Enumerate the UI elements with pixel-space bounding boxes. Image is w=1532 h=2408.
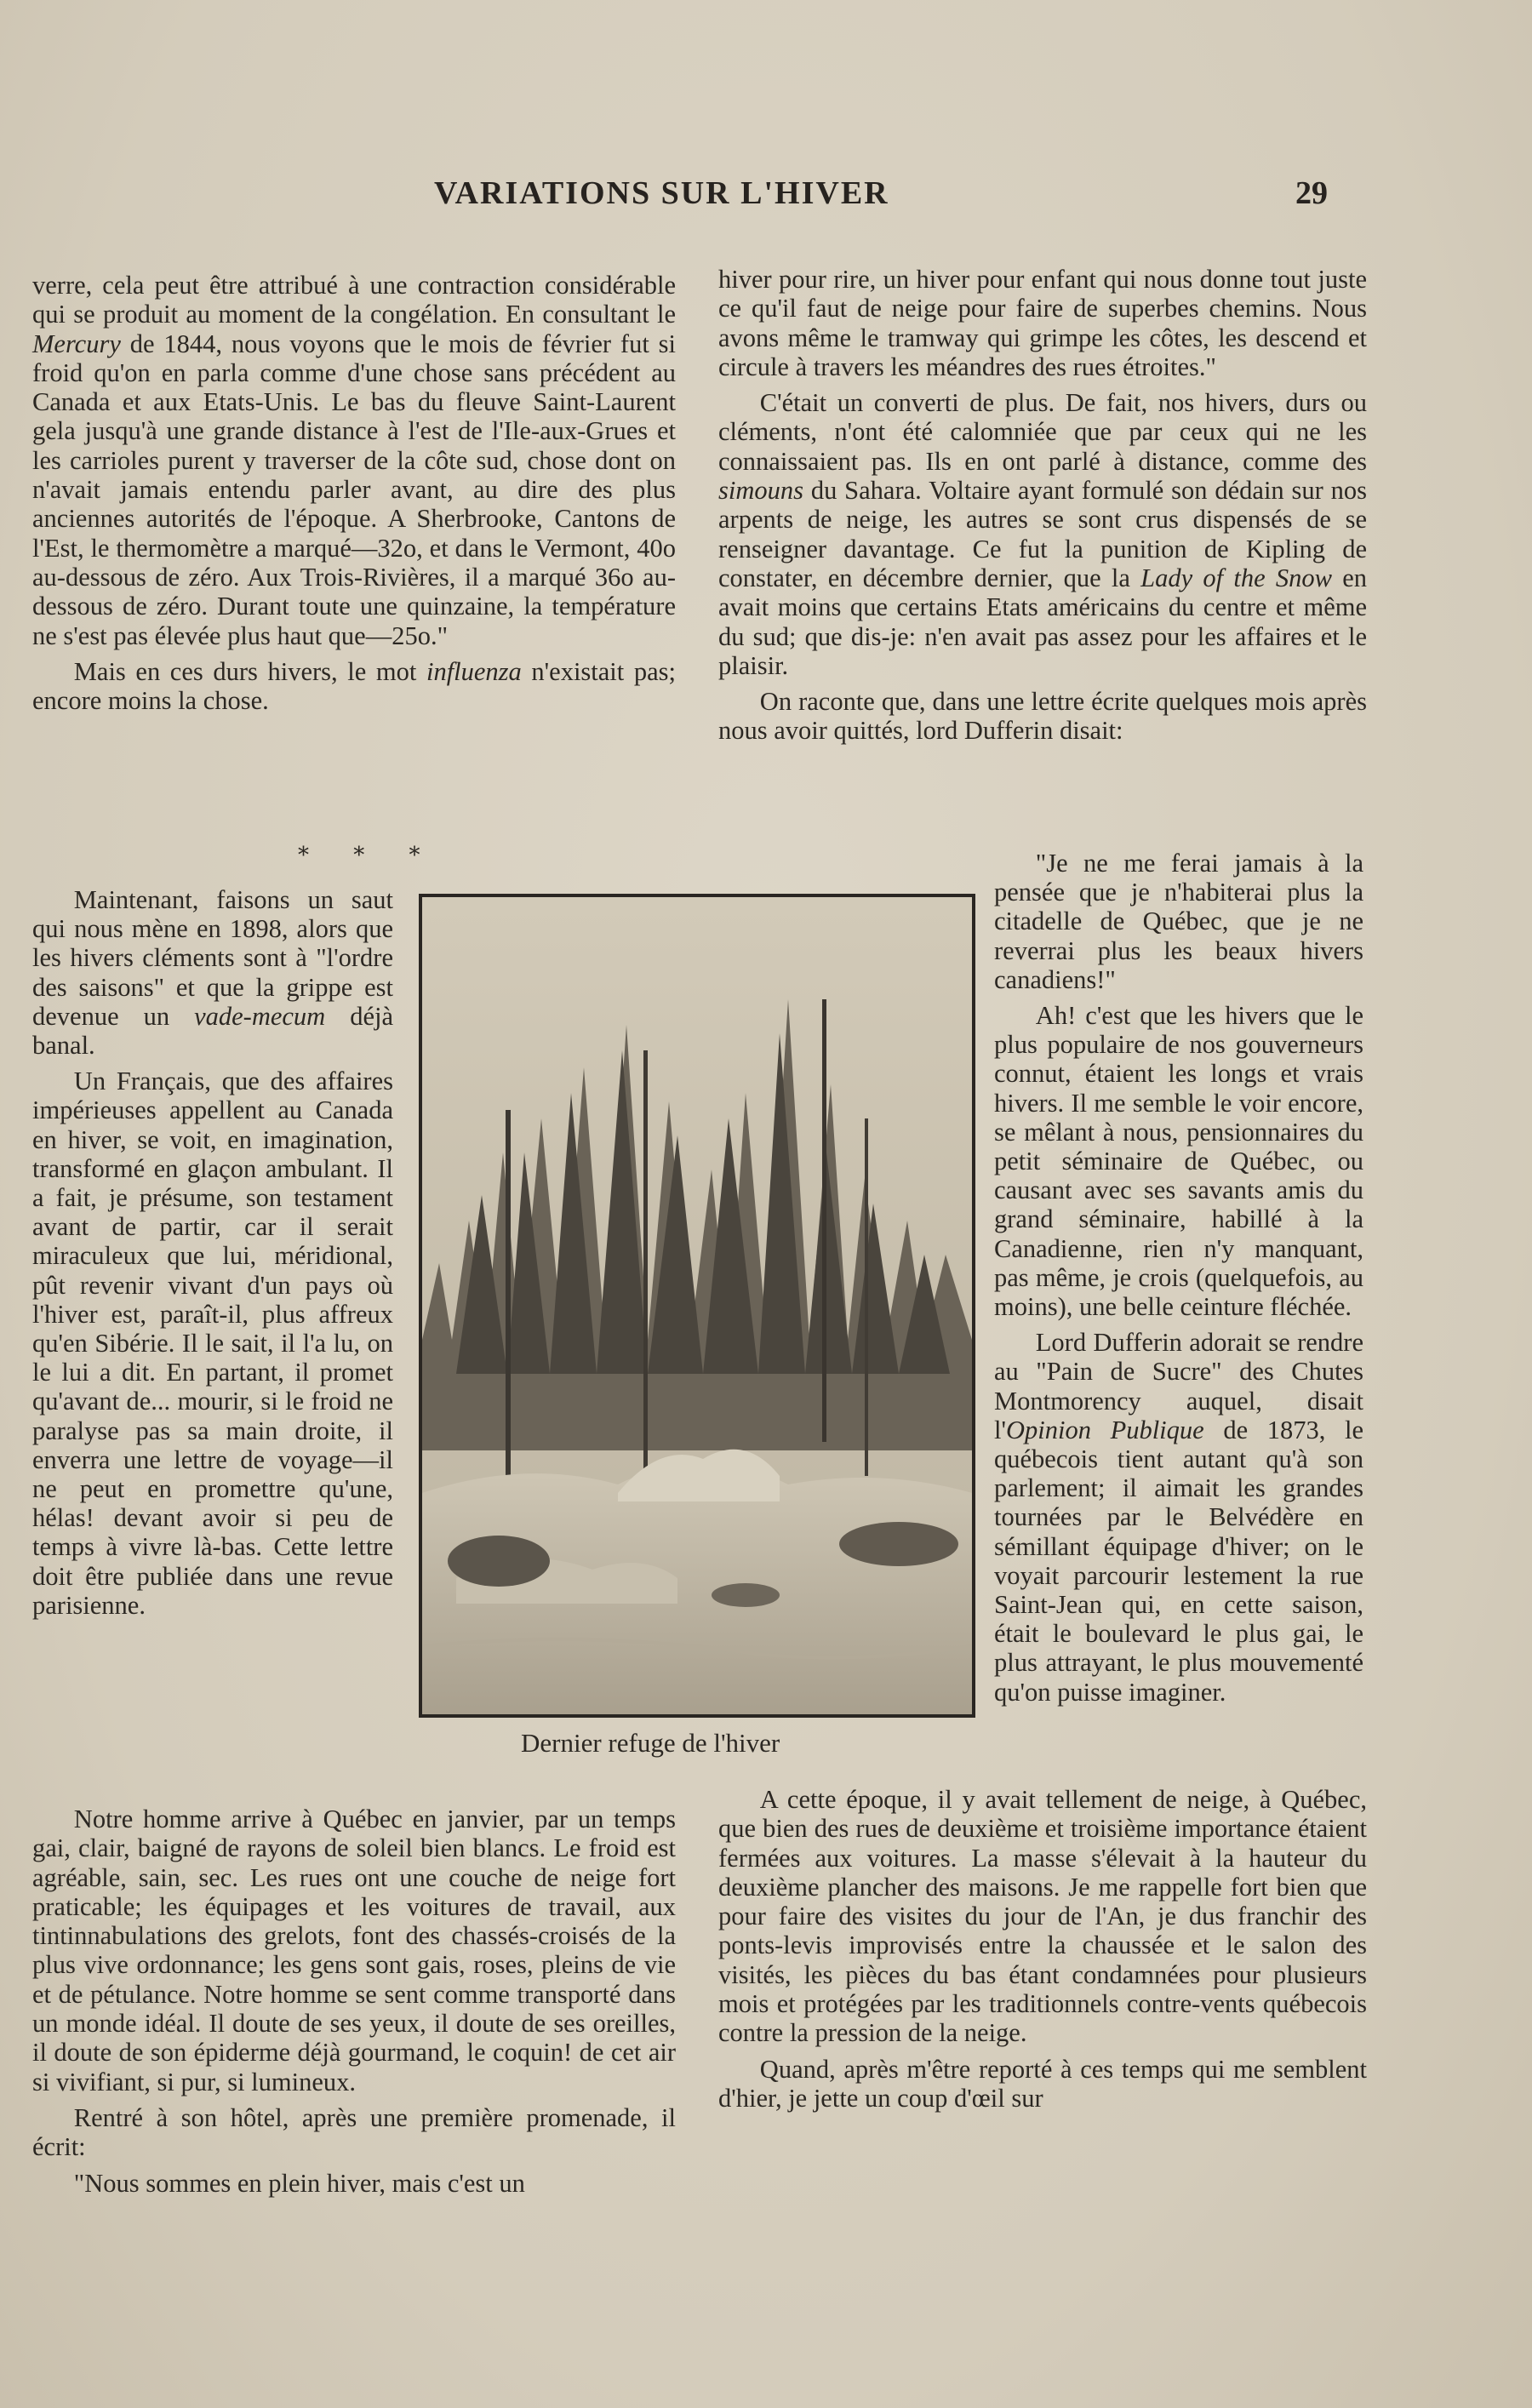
- text-run: du Sahara. Voltaire ayant formulé son dédain sur nos arpents de neige, les autres se sont crus dispensés de se renseigner davantage. Ce fut la punition de Kipling de constater, en décembre dernier, que la: [718, 476, 1367, 592]
- page-number: 29: [1295, 175, 1328, 211]
- figure-caption: Dernier refuge de l'hiver: [521, 1728, 780, 1758]
- left-column-top: [32, 271, 676, 715]
- photo-winter-forest: [419, 894, 975, 1718]
- paragraph: A cette époque, il y avait tellement de neige, à Québec, que bien des rues de deuxième et troisième importance étaient fermées aux voitures. La masse s'élevait à la hauteur du deuxième plancher des maisons. Je me rappelle fort bien que pour faire des visites du jour de l'An, je dus franchir des ponts-levis improvisés entre la chaussée et le salon des visités, les pièces du bas étant condamnées pour plusieurs mois et protégées par les traditionnels contre-vents québecois contre la pression de la neige.: [718, 1785, 1367, 2048]
- paragraph: [718, 388, 1367, 680]
- paragraph: Un Français, que des affaires impérieuses appellent au Canada en hiver, se voit, en imagination, transformé en glaçon ambulant. Il a fait, je présume, son testament avant de partir, car il serait miraculeux que lui, méridional, pût revenir vivant d'un pays où l'hiver est, paraît-il, plus affreux qu'en Sibérie. Il le sait, il l'a lu, on le lui a dit. En partant, il promet qu'avant de... mourir, si le froid ne paralyse pas sa main droite, il enverra une lettre de voyage—il ne peut en promettre qu'une, hélas! devant avoir si peu de temps à vivre là-bas. Cette lettre doit être publiée dans une revue parisienne.: [32, 1067, 393, 1620]
- right-column-top: [718, 265, 1367, 746]
- text-run: C'était un converti de plus. De fait, nos hivers, durs ou cléments, n'ont été calomniée que par ceux qui ne les connaissaient pas. Ils en ont parlé à distance, comme des: [718, 388, 1367, 476]
- text-run: de 1844, nous voyons que le mois de février fut si froid qu'on en parla comme d'une chose sans précédent au Canada et aux Etats-Unis. Le bas du fleuve Saint-Laurent gela jusqu'à une grande distance à l'est de l'Ile-aux-Grues et les carrioles purent y traverser de la côte sud, chose dont on n'avait jamais entendu parler avant, au dire des plus anciennes autorités de l'époque. A Sherbrooke, Cantons de l'Est, le thermomètre a marqué—32o, et dans le Vermont, 40o au-dessous de zéro. Aux Trois-Rivières, il a marqué 36o au-dessous de zéro. Durant toute une quinzaine, la température ne s'est pas élevée plus haut que—25o.": [32, 329, 676, 650]
- paragraph: Quand, après m'être reporté à ces temps qui me semblent d'hier, je jette un coup d'œil sur: [718, 2054, 1367, 2113]
- paragraph: Ah! c'est que les hivers que le plus populaire de nos gouverneurs connut, étaient les longs et vrais hivers. Il me semble le voir encore, se mêlant à nous, pensionnaires du petit séminaire de Québec, ou causant avec ses savants amis du grand séminaire, habillé à la Canadienne, rien n'y manquant, pas même, je crois (quelquefois, au moins), une belle ceinture fléchée.: [994, 1001, 1363, 1322]
- paragraph: Rentré à son hôtel, après une première promenade, il écrit:: [32, 2102, 676, 2162]
- text-run: déjà banal.: [32, 1001, 393, 1061]
- text-run: Maintenant, faisons un saut qui nous mène en 1898, alors que les hivers cléments sont à "l'ordre des saisons" et que la grippe est devenue un: [32, 885, 393, 1031]
- italic-text: Opinion Publique: [1005, 1415, 1204, 1444]
- right-column-bottom: [718, 1785, 1367, 2113]
- left-column-narrow: [32, 885, 393, 1620]
- text-run: en avait moins que certains Etats américains du centre et même du sud; que dis-je: n'en avait pas assez pour les affaires et le plaisir.: [718, 563, 1367, 680]
- italic-text: vade-mecum: [194, 1001, 326, 1031]
- left-column-bottom: [32, 1805, 676, 2198]
- text-run: Lord Dufferin adorait se rendre au "Pain de Sucre" des Chutes Montmorency auquel, disait l': [994, 1328, 1363, 1444]
- running-title: VARIATIONS SUR L'HIVER: [434, 175, 889, 211]
- paragraph: "Nous sommes en plein hiver, mais c'est un: [73, 2168, 525, 2198]
- forest-illustration: [422, 897, 972, 1714]
- paragraph: [32, 271, 676, 650]
- italic-text: simouns: [718, 476, 803, 506]
- text-run: n'existait pas; encore moins la chose.: [32, 656, 677, 716]
- italic-text: influenza: [426, 656, 522, 686]
- text-run: de 1873, le québecois tient autant qu'à son parlement; il aimait les grandes tournées par le Belvédère en sémillant équipage d'hiver; on le voyait parcourir lestement la rue Saint-Jean qui, en cette saison, était le boulevard le plus gai, le plus attrayant, le plus mouvementé qu'on puisse imaginer.: [994, 1415, 1363, 1707]
- paragraph: [32, 885, 393, 1060]
- paragraph: Notre homme arrive à Québec en janvier, par un temps gai, clair, baigné de rayons de soleil bien blancs. Le froid est agréable, sain, sec. Les rues ont une couche de neige fort praticable; les équipages et les voitures de travail, aux tintinnabulations des grelots, font des chassés-croisés de la plus vive ordonnance; les gens sont gais, roses, pleins de vie et de pétulance. Notre homme se sent comme transporté dans un monde idéal. Il doute de ses yeux, il doute de ses oreilles, il doute de son épiderme déjà gourmand, le coquin! de cet air si vivifiant, si pur, si lumineux.: [32, 1805, 676, 2096]
- section-separator: * * *: [298, 843, 439, 868]
- paragraph: "Je ne me ferai jamais à la pensée que je n'habiterai plus la citadelle de Québec, que je ne reverrai plus les beaux hivers canadiens!": [994, 849, 1363, 994]
- text-run: Mais en ces durs hivers, le mot: [73, 656, 426, 686]
- paragraph: [32, 657, 676, 716]
- italic-text: Mercury: [32, 329, 121, 358]
- paragraph: [994, 1328, 1363, 1707]
- paragraph: On raconte que, dans une lettre écrite quelques mois après nous avoir quittés, lord Dufferin disait:: [718, 687, 1367, 746]
- paragraph: hiver pour rire, un hiver pour enfant qui nous donne tout juste ce qu'il faut de neige pour faire de superbes chemins. Nous avons même le tramway qui grimpe les côtes, les descend et circule à travers les méandres des rues étroites.": [718, 265, 1367, 381]
- right-column-narrow: [994, 849, 1363, 1707]
- italic-text: Lady of the Snow: [1140, 563, 1332, 592]
- text-run: verre, cela peut être attribué à une contraction considérable qui se produit au moment de la congélation. En consultant le: [32, 271, 676, 329]
